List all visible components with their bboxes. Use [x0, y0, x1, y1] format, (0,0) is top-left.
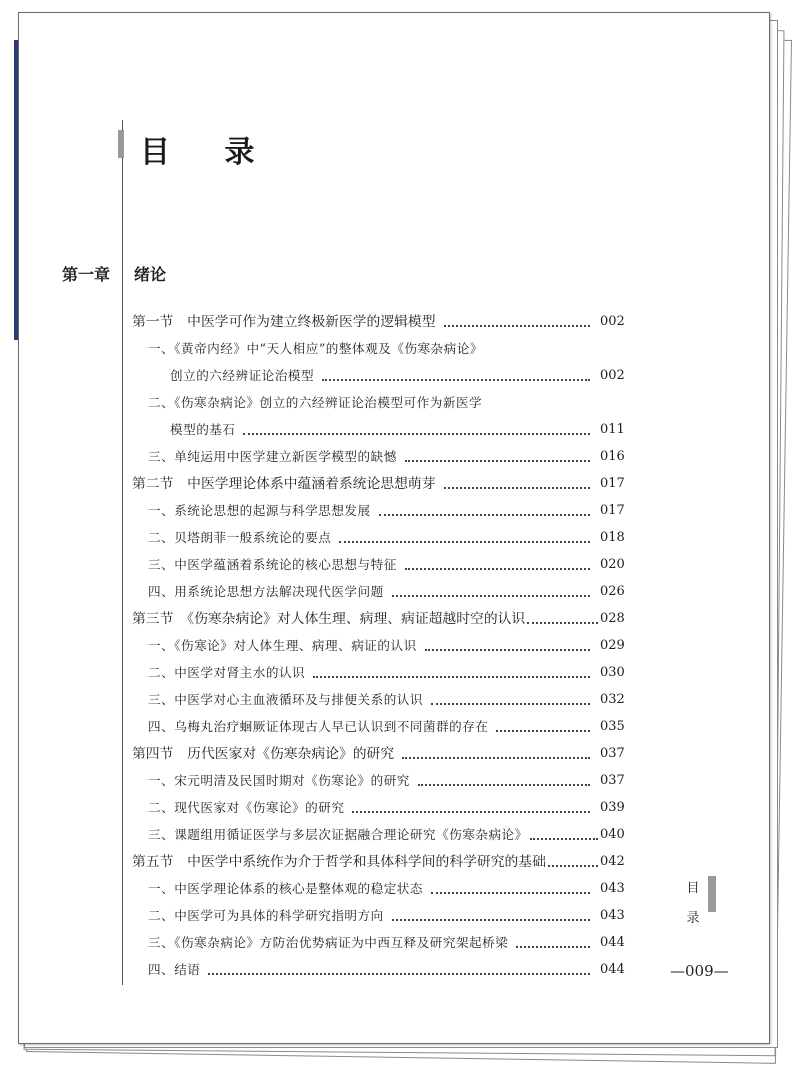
toc-entry-row [132, 362, 624, 389]
toc-entry-title: 二、现代医家对《伤寒论》的研究 [148, 799, 345, 815]
toc-page-number: 037 [600, 772, 625, 788]
toc-page-number: 016 [600, 448, 625, 464]
toc-page-number: 020 [600, 556, 625, 572]
toc-page-number: 042 [600, 853, 625, 869]
toc-entry-row [132, 686, 624, 713]
chapter-number: 第一章 [62, 265, 111, 284]
dot-leader [379, 512, 590, 516]
toc-entry-row [132, 821, 624, 848]
toc-page-number: 032 [600, 691, 625, 707]
toc-entry-row [132, 578, 624, 605]
side-tab-label: 目录 [686, 881, 700, 926]
toc-entry-title: 三、单纯运用中医学建立新医学模型的缺憾 [148, 448, 397, 464]
toc-page-number: 039 [600, 799, 625, 815]
dot-leader [243, 431, 590, 435]
toc-page-number: 043 [600, 907, 625, 923]
title-accent-bar [118, 130, 124, 158]
toc-entry-title: 一、系统论思想的起源与科学思想发展 [148, 502, 371, 518]
toc-entry-title: 第五节 中医学中系统作为介于哲学和具体科学间的科学研究的基础 [132, 853, 546, 870]
toc-entry-title: 四、乌梅丸治疗蛔厥证体现古人早已认识到不同菌群的存在 [148, 718, 489, 734]
toc-entry-row [132, 497, 624, 524]
toc-entry-row [132, 416, 624, 443]
dot-leader [322, 377, 590, 381]
table-of-contents [132, 308, 624, 983]
toc-page-number: 017 [600, 475, 625, 491]
toc-entry-row [132, 632, 624, 659]
toc-page-number: 035 [600, 718, 625, 734]
toc-page-number: 002 [600, 313, 625, 329]
toc-entry-row [132, 713, 624, 740]
dot-leader [392, 593, 590, 597]
page-title: 目 录 [140, 135, 277, 170]
toc-entry-title: 第二节 中医学理论体系中蕴涵着系统论思想萌芽 [132, 475, 436, 492]
dot-leader [548, 863, 598, 867]
toc-page-number: 043 [600, 880, 625, 896]
dot-leader [352, 809, 590, 813]
dot-leader [496, 728, 590, 732]
toc-entry-title: 三、中医学蕴涵着系统论的核心思想与特征 [148, 556, 397, 572]
toc-page-number: 011 [600, 421, 625, 437]
toc-entry-title: 第三节 《伤寒杂病论》对人体生理、病理、病证超越时空的认识 [132, 610, 526, 627]
toc-section-row [132, 470, 624, 497]
side-tab-bar [708, 876, 716, 912]
dot-leader [405, 458, 590, 462]
toc-page-number: 028 [600, 610, 625, 626]
dot-leader [527, 620, 598, 624]
toc-entry-title: 模型的基石 [170, 421, 236, 437]
toc-entry-title: 四、结语 [148, 961, 201, 977]
toc-entry-row [132, 902, 624, 929]
dot-leader [444, 323, 590, 327]
toc-entry-row [132, 443, 624, 470]
toc-section-row [132, 308, 624, 335]
toc-entry-row [132, 524, 624, 551]
toc-entry-title: 三、《伤寒杂病论》方防治优势病证为中西互释及研究架起桥梁 [148, 934, 509, 950]
toc-entry-row [132, 875, 624, 902]
dot-leader [418, 782, 590, 786]
dot-leader [425, 647, 590, 651]
toc-page-number: 037 [600, 745, 625, 761]
dot-leader [530, 836, 598, 840]
toc-entry-title: 二、贝塔朗菲一般系统论的要点 [148, 529, 332, 545]
toc-entry-title: 三、课题组用循证医学与多层次证据融合理论研究《伤寒杂病论》 [148, 826, 528, 842]
toc-page-number: 044 [600, 934, 625, 950]
toc-section-row [132, 740, 624, 767]
toc-entry-title: 二、《伤寒杂病论》创立的六经辨证论治模型可作为新医学 [148, 394, 483, 410]
toc-entry-title: 一、中医学理论体系的核心是整体观的稳定状态 [148, 880, 423, 896]
toc-entry-title: 一、《黄帝内经》中“天人相应”的整体观及《伤寒杂病论》 [148, 340, 483, 356]
toc-page-number: 002 [600, 367, 625, 383]
toc-entry-title: 一、《伤寒论》对人体生理、病理、病证的认识 [148, 637, 417, 653]
toc-entry-title: 创立的六经辨证论治模型 [170, 367, 315, 383]
toc-section-row [132, 605, 624, 632]
toc-section-row [132, 848, 624, 875]
toc-entry-title: 一、宋元明清及民国时期对《伤寒论》的研究 [148, 772, 410, 788]
dot-leader [313, 674, 590, 678]
toc-entry-row [132, 956, 624, 983]
toc-entry-title: 第四节 历代医家对《伤寒杂病论》的研究 [132, 745, 395, 762]
dot-leader [339, 539, 590, 543]
toc-entry-title: 第一节 中医学可作为建立终极新医学的逻辑模型 [132, 313, 436, 330]
margin-rule [122, 120, 123, 985]
toc-entry-row [132, 929, 624, 956]
toc-entry-title: 二、中医学对肾主水的认识 [148, 664, 306, 680]
toc-page-number: 026 [600, 583, 625, 599]
toc-page-number: 044 [600, 961, 625, 977]
toc-entry-row [132, 389, 624, 416]
dot-leader [208, 971, 590, 975]
chapter-name: 绪论 [134, 265, 167, 284]
dot-leader [431, 701, 590, 705]
toc-entry-title: 四、用系统论思想方法解决现代医学问题 [148, 583, 384, 599]
toc-page-number: 029 [600, 637, 625, 653]
toc-entry-row [132, 335, 624, 362]
dot-leader [516, 944, 590, 948]
toc-page-number: 030 [600, 664, 625, 680]
dot-leader [444, 485, 590, 489]
dot-leader [405, 566, 590, 570]
toc-entry-row [132, 659, 624, 686]
toc-entry-title: 二、中医学可为具体的科学研究指明方向 [148, 907, 384, 923]
toc-entry-row [132, 794, 624, 821]
toc-page-number: 040 [600, 826, 625, 842]
dot-leader [392, 917, 590, 921]
page-number: —009— [670, 962, 729, 980]
toc-entry-row [132, 551, 624, 578]
toc-entry-title: 三、中医学对心主血液循环及与排便关系的认识 [148, 691, 423, 707]
dot-leader [402, 755, 590, 759]
toc-page-number: 017 [600, 502, 625, 518]
toc-page-number: 018 [600, 529, 625, 545]
dot-leader [431, 890, 590, 894]
toc-entry-row [132, 767, 624, 794]
